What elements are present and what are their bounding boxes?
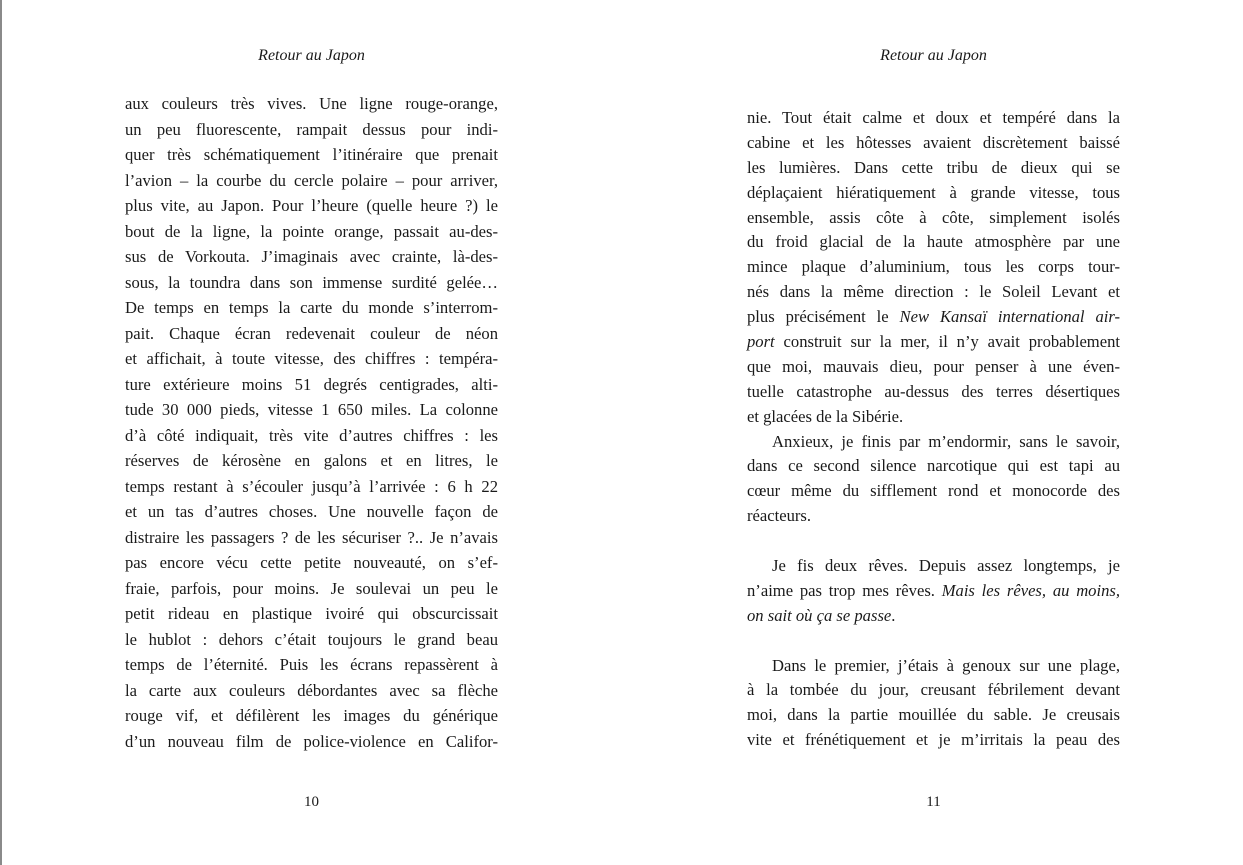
text-line [125, 295, 498, 321]
text-line [125, 372, 498, 398]
text-line [125, 729, 498, 755]
text-line [747, 131, 1120, 156]
text-segment: les lumières. Dans cette tribu de dieux qui se [747, 157, 1120, 177]
text-segment: d’à côté indiquait, très vite d’autres chiffres : les [125, 425, 498, 445]
text-line [747, 305, 1120, 330]
text-segment: mince plaque d’aluminium, tous les corps tour- [747, 257, 1120, 277]
text-segment: distraire les passagers ? de les sécuriser ?.. Je n’avais [125, 527, 498, 547]
text-line [125, 678, 498, 704]
text-segment: et glacées de la Sibérie. [747, 406, 904, 426]
text-segment: Anxieux, je finis par m’endormir, sans le savoir, [772, 431, 1120, 451]
text-line [747, 206, 1120, 231]
text-line [125, 91, 498, 117]
text-segment: petit rideau en plastique ivoiré qui obscurcissait [125, 604, 498, 623]
text-segment: le hublot : dehors c’était toujours le grand beau [125, 629, 498, 649]
text-segment: Dans le premier, j’étais à genoux sur une plage, [772, 655, 1120, 675]
text-line [125, 576, 498, 602]
text-line [747, 504, 1120, 529]
text-segment: De temps en temps la carte du monde s’interrom- [125, 298, 498, 317]
text-segment: pas encore vécu cette petite nouveauté, on s’ef- [125, 553, 498, 572]
page-body-text [747, 106, 1120, 753]
text-segment: bout de la ligne, la pointe orange, passait au-des- [125, 221, 498, 241]
text-segment: et un tas d’autres choses. Une nouvelle façon de [125, 502, 498, 521]
text-segment: moi, dans la partie mouillée du sable. Je creusais [747, 705, 1120, 725]
text-line [125, 193, 498, 219]
text-segment: déplaçaient hiératiquement à grande vitesse, tous [747, 182, 1120, 202]
text-segment: dans ce second silence narcotique qui est tapi au [747, 456, 1120, 476]
text-line [125, 397, 498, 423]
text-line [747, 479, 1120, 504]
text-segment: aux couleurs très vives. Une ligne rouge-orange, [125, 94, 498, 113]
text-segment: pait. Chaque écran redevenait couleur de néon [125, 323, 498, 343]
text-segment: fraie, parfois, pour moins. Je soulevai un peu le [125, 578, 498, 598]
text-line [125, 627, 498, 653]
text-segment: Je fis deux rêves. Depuis assez longtemps, je [772, 556, 1120, 576]
text-segment: l’avion – la courbe du cercle polaire – pour arriver, [125, 170, 498, 190]
text-segment: réacteurs. [747, 506, 812, 526]
italic-text: port [747, 332, 775, 352]
text-line [747, 604, 1120, 629]
text-line [747, 554, 1120, 579]
text-segment: sous, la toundra dans son immense surdité gelée… [125, 272, 498, 292]
text-segment: ensemble, assis côte à côte, simplement isolés [747, 207, 1120, 227]
text-segment: plus vite, au Japon. Pour l’heure (quelle heure ?) le [125, 196, 498, 215]
italic-text: New Kansaï international air- [899, 307, 1120, 327]
text-line [747, 106, 1120, 131]
text-segment: la carte aux couleurs débordantes avec sa flèche [125, 680, 498, 700]
text-line [125, 448, 498, 474]
text-segment: du froid glacial de la haute atmosphère par une [747, 232, 1120, 252]
text-segment: construit sur la mer, il n’y avait probablement [774, 332, 1120, 352]
text-line [747, 728, 1120, 753]
text-line [125, 550, 498, 576]
text-segment: cabine et les hôtesses avaient discrètement baissé [747, 132, 1120, 152]
text-segment: ture extérieure moins 51 degrés centigrades, alti- [125, 374, 498, 394]
text-line [747, 330, 1120, 355]
text-line [747, 529, 1120, 554]
text-line [747, 380, 1120, 405]
text-segment: nie. Tout était calme et doux et tempéré dans la [747, 108, 1120, 127]
text-segment: que moi, mauvais dieu, pour penser à une éven- [747, 356, 1120, 376]
text-line [747, 629, 1120, 654]
running-head: Retour au Japon [258, 47, 365, 64]
text-line [125, 423, 498, 449]
text-line [747, 430, 1120, 455]
text-line [747, 405, 1120, 430]
text-segment: n’aime pas trop mes rêves. [747, 580, 942, 600]
text-line [747, 280, 1120, 305]
text-segment: tuelle catastrophe au-dessus des terres désertiques [747, 381, 1120, 401]
text-line [747, 678, 1120, 703]
text-segment: rouge vif, et défilèrent les images du générique [125, 706, 498, 725]
text-line [125, 652, 498, 678]
text-segment: à la tombée du jour, creusant fébrilement devant [747, 680, 1120, 700]
text-line [125, 321, 498, 347]
right-page [747, 0, 1120, 865]
text-segment: nés dans la même direction : le Soleil Levant et [747, 282, 1120, 302]
text-line [125, 142, 498, 168]
window-left-border [0, 0, 2, 865]
text-segment: un peu fluorescente, rampait dessus pour indi- [125, 119, 498, 139]
text-segment: cœur même du sifflement rond et monocorde des [747, 481, 1120, 501]
text-line [125, 244, 498, 270]
text-segment: quer très schématiquement l’itinéraire que prenait [125, 145, 498, 164]
italic-text: Mais les rêves, au moins, [941, 580, 1120, 600]
text-line [125, 270, 498, 296]
text-segment: et affichait, à toute vitesse, des chiffres : tempéra- [125, 349, 498, 368]
text-line [125, 499, 498, 525]
text-line [125, 346, 498, 372]
text-line [747, 230, 1120, 255]
text-line [125, 474, 498, 500]
text-line [747, 579, 1120, 604]
text-line [747, 255, 1120, 280]
text-segment: sus de Vorkouta. J’imaginais avec crainte, là-des- [125, 247, 498, 266]
text-line [747, 703, 1120, 728]
text-line [747, 654, 1120, 679]
text-segment: plus précisément le [747, 307, 900, 327]
text-segment: d’un nouveau film de police-violence en Califor- [125, 731, 498, 751]
text-segment: temps de l’éternité. Puis les écrans repassèrent à [125, 655, 498, 674]
text-line [125, 117, 498, 143]
italic-text: on sait où ça se passe [747, 605, 892, 625]
left-page [125, 0, 498, 865]
text-line [747, 355, 1120, 380]
text-line [125, 601, 498, 627]
page-body-text [125, 91, 498, 754]
text-line [125, 703, 498, 729]
page-number: 10 [304, 794, 319, 810]
text-line [125, 219, 498, 245]
text-line [747, 181, 1120, 206]
text-segment: . [891, 605, 896, 625]
page-number: 11 [926, 794, 941, 810]
text-line [747, 156, 1120, 181]
running-head: Retour au Japon [880, 47, 987, 64]
text-line [125, 525, 498, 551]
text-line [125, 168, 498, 194]
text-segment: réserves de kérosène en galons et en litres, le [125, 451, 498, 470]
text-segment: tude 30 000 pieds, vitesse 1 650 miles. La colonne [125, 400, 498, 419]
text-segment: vite et frénétiquement et je m’irritais la peau des [747, 730, 1120, 750]
text-line [747, 454, 1120, 479]
text-segment: temps restant à s’écouler jusqu’à l’arrivée : 6 h 22 [125, 476, 498, 496]
